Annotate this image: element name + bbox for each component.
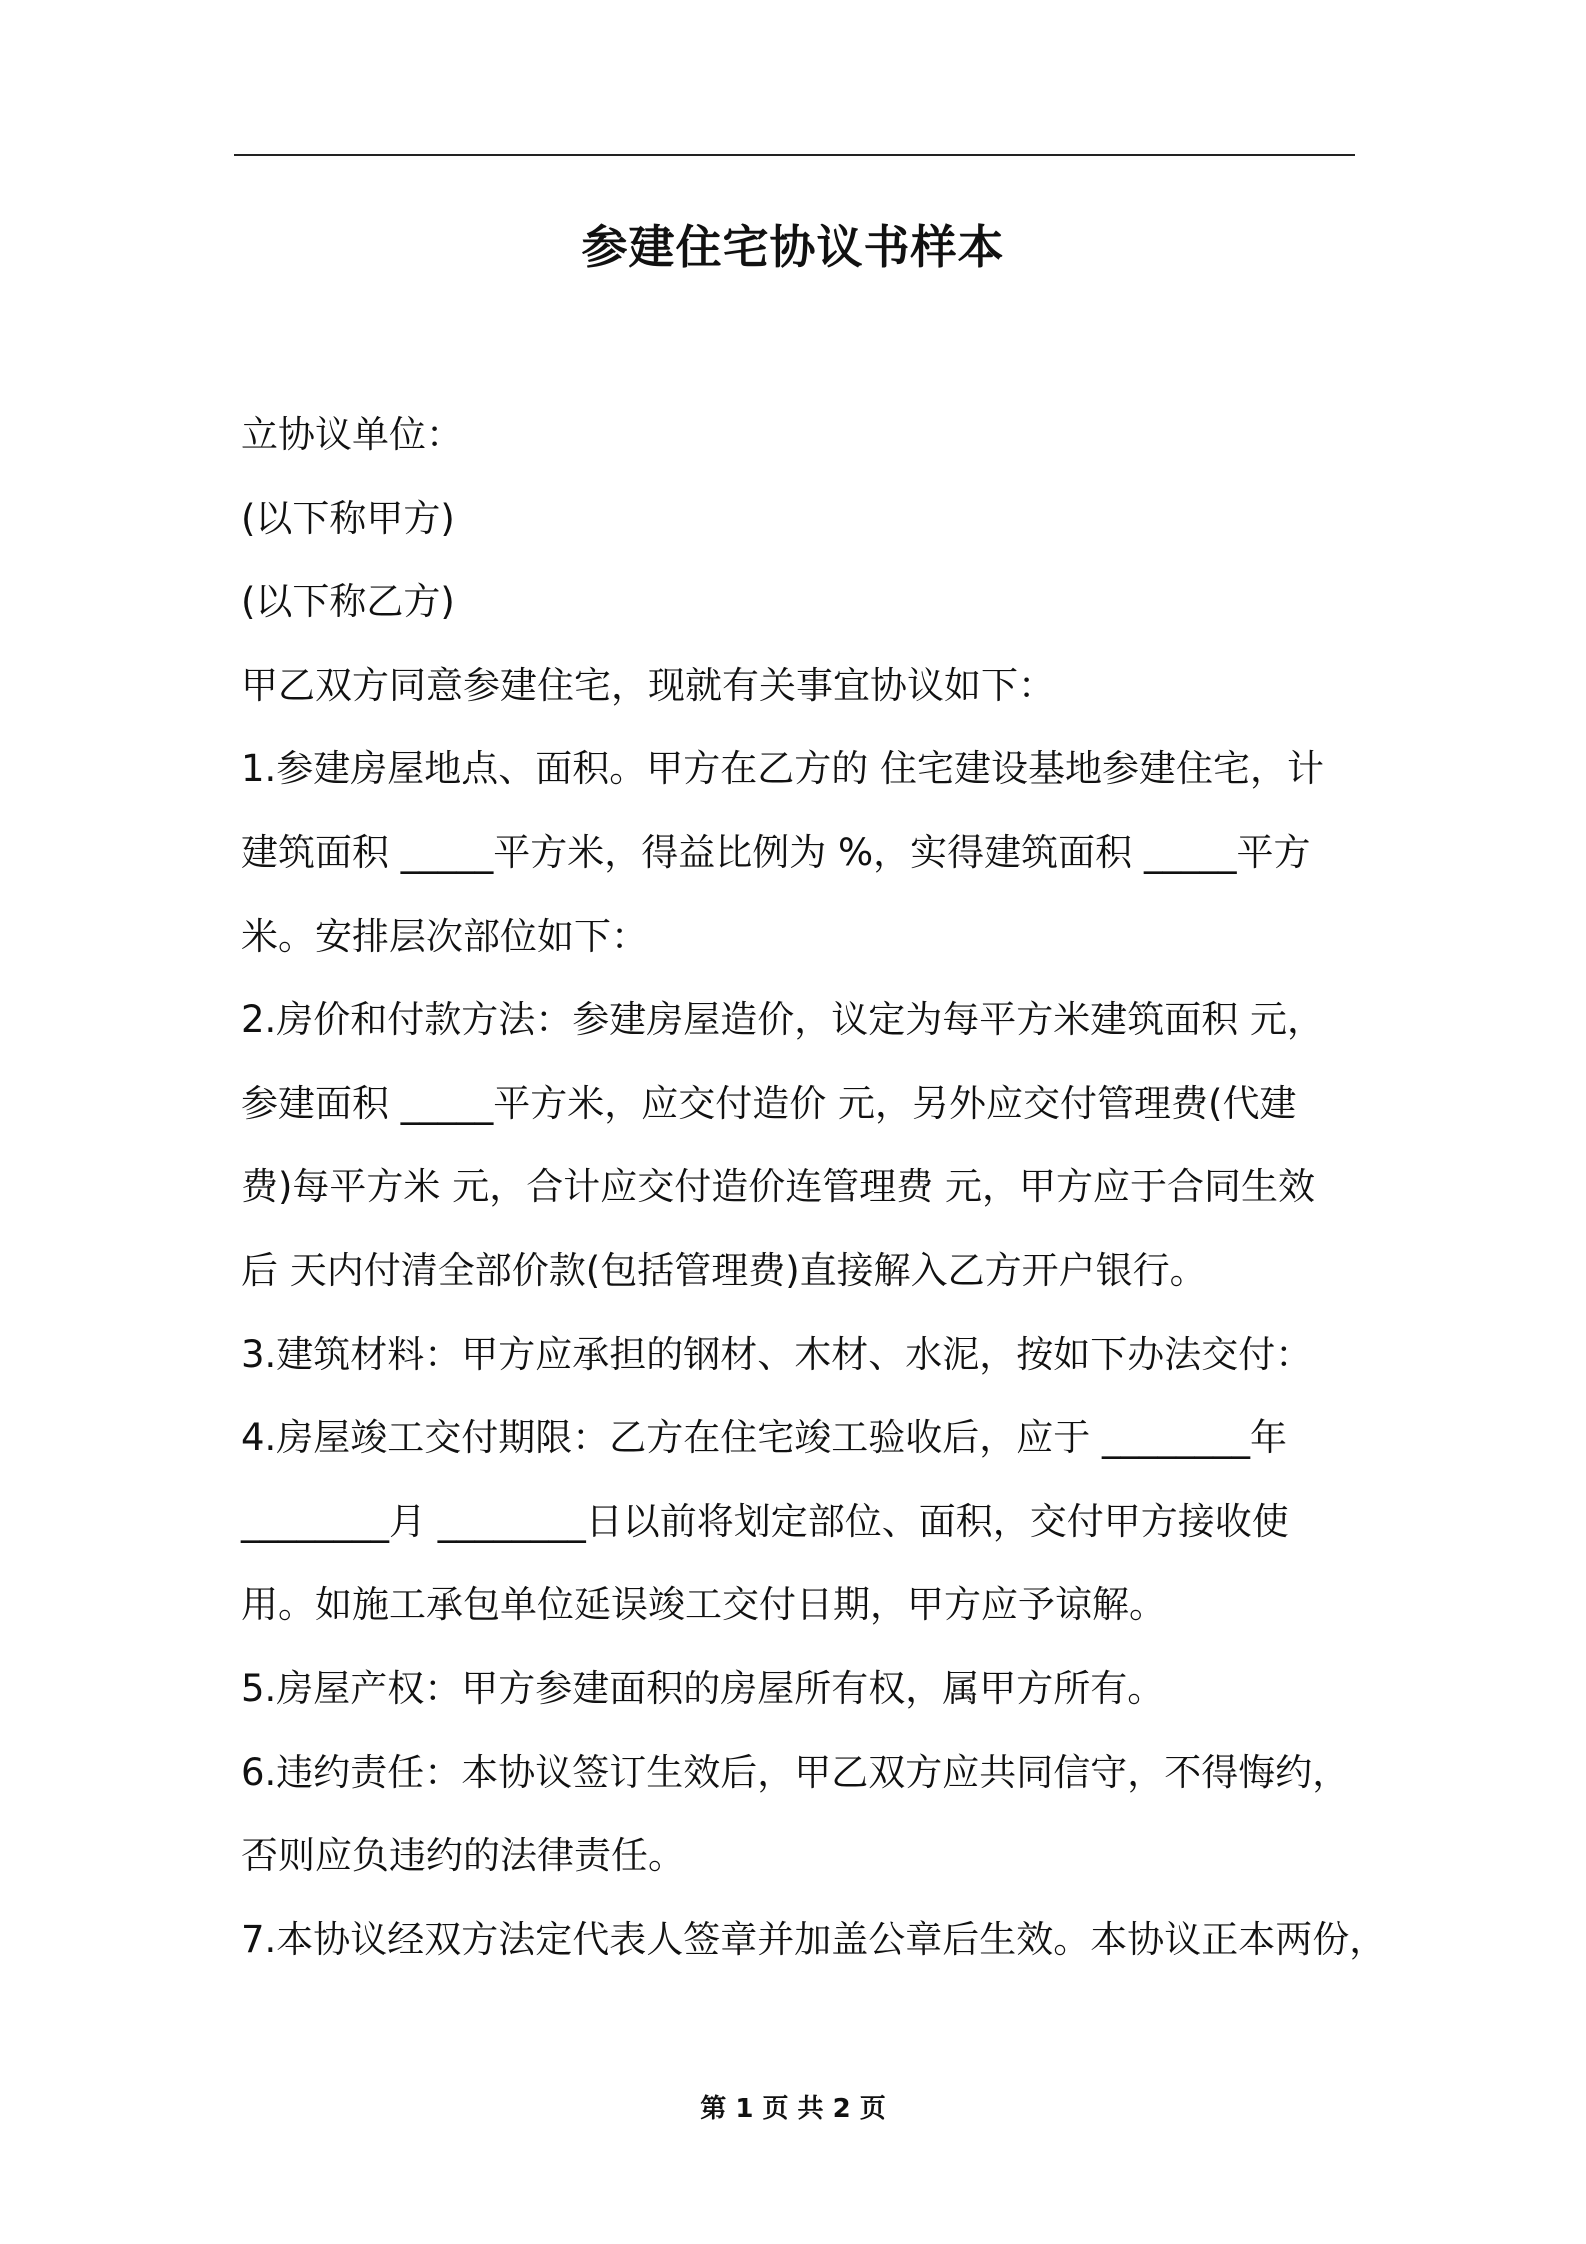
clause-7-line: 7.本协议经双方法定代表人签章并加盖公章后生效。本协议正本两份，	[241, 1917, 1387, 1961]
page-number-footer: 第 1 页 共 2 页	[700, 2094, 886, 2124]
document-body	[241, 393, 1441, 1981]
paragraph-preamble: 甲乙双方同意参建住宅，现就有关事宜协议如下：	[241, 663, 1055, 707]
clause-3-line: 3.建筑材料：甲方应承担的钢材、木材、水泥，按如下办法交付：	[241, 1332, 1313, 1376]
clause-4-line: 用。如施工承包单位延误竣工交付日期，甲方应予谅解。	[241, 1583, 1166, 1627]
clause-6-line: 否则应负违约的法律责任。	[241, 1834, 685, 1878]
paragraph-party-b: (以下称乙方)	[241, 580, 455, 624]
clause-2-line: 2.房价和付款方法：参建房屋造价，议定为每平方米建筑面积 元，	[241, 998, 1325, 1042]
paragraph-party-heading: 立协议单位：	[241, 413, 463, 456]
header-rule	[234, 154, 1355, 156]
clause-2-line: 后 天内付清全部价款(包括管理费)直接解入乙方开户银行。	[241, 1248, 1207, 1292]
clause-1-line: 1.参建房屋地点、面积。甲方在乙方的 住宅建设基地参建住宅，计	[241, 747, 1325, 791]
clause-1-line: 建筑面积 _____平方米，得益比例为 %，实得建筑面积 _____平方	[241, 830, 1311, 874]
clause-4-line: 4.房屋竣工交付期限：乙方在住宅竣工验收后，应于 ________年	[241, 1416, 1288, 1460]
clause-4-line: ________月 ________日以前将划定部位、面积，交付甲方接收使	[241, 1499, 1289, 1543]
clause-2-line: 参建面积 _____平方米，应交付造价 元，另外应交付管理费(代建	[241, 1081, 1297, 1125]
clause-1-line: 米。安排层次部位如下：	[241, 914, 648, 958]
clause-2-line: 费)每平方米 元，合计应交付造价连管理费 元，甲方应于合同生效	[241, 1165, 1315, 1209]
clause-5-line: 5.房屋产权：甲方参建面积的房屋所有权，属甲方所有。	[241, 1666, 1165, 1710]
paragraph-party-a: (以下称甲方)	[241, 496, 455, 540]
document-title: 参建住宅协议书样本	[581, 220, 1005, 274]
clause-6-line: 6.违约责任：本协议签订生效后，甲乙双方应共同信守，不得悔约，	[241, 1750, 1350, 1794]
